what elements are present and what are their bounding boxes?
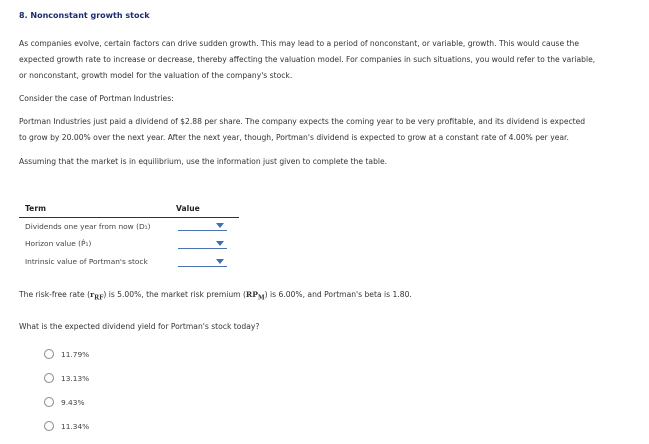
risk-info-text: The risk-free rate $(r_{RF})$ is 5.00%, the market risk premium $(RP_M)$ is 6.00%, and Portman's beta is 1.80. — [19, 290, 412, 302]
case-paragraph — [19, 114, 634, 146]
radio-circle-icon[interactable] — [44, 349, 54, 359]
intro-line: or nonconstant, growth model for the valuation of the company's stock. — [19, 71, 293, 80]
dividend-d1-dropdown[interactable] — [178, 220, 227, 231]
intro-line: As companies evolve, certain factors can drive sudden growth. This may lead to a period of nonconstant, or variable, growth. This would cause the — [19, 39, 580, 48]
intro-paragraph — [19, 36, 634, 84]
radio-circle-icon[interactable] — [44, 421, 54, 431]
question-text: What is the expected dividend yield for Portman's stock today? — [19, 322, 260, 331]
intro-line: expected growth rate to increase or decrease, thereby affecting the valuation model. For companies in such situations, you would refer to the variable, — [19, 55, 596, 64]
case-line: to grow by 20.00% over the next year. After the next year, though, Portman's dividend is expected to grow at a constant rate of 4.00% per year. — [19, 133, 569, 142]
radio-circle-icon[interactable] — [44, 373, 54, 383]
answer-option[interactable] — [44, 397, 84, 407]
consider-text: Consider the case of Portman Industries: — [19, 94, 174, 103]
triangle-down-icon — [216, 259, 224, 264]
table-row-label-intrinsic: Intrinsic value of Portman's stock — [25, 257, 148, 266]
table-row-label-d1: Dividends one year from now (D₁) — [25, 222, 151, 231]
question-title: 8. Nonconstant growth stock — [19, 11, 150, 20]
answer-option[interactable] — [44, 421, 89, 431]
table-header-divider — [19, 217, 239, 218]
triangle-down-icon — [216, 241, 224, 246]
answer-option-label: 9.43% — [61, 397, 85, 407]
answer-option-label: 13.13% — [61, 373, 90, 383]
intrinsic-value-dropdown[interactable] — [178, 256, 227, 267]
table-header-term: Term — [25, 204, 46, 213]
radio-circle-icon[interactable] — [44, 397, 54, 407]
table-header-value: Value — [176, 204, 200, 213]
horizon-value-dropdown[interactable] — [178, 238, 227, 249]
answer-option[interactable] — [44, 373, 89, 383]
answer-option-label: 11.34% — [61, 421, 90, 431]
table-row-label-horizon: Horizon value (P̂₁) — [25, 239, 92, 248]
triangle-down-icon — [216, 223, 224, 228]
assume-text: Assuming that the market is in equilibrium, use the information just given to complete the table. — [19, 157, 388, 166]
answer-option-label: 11.79% — [61, 349, 90, 359]
answer-option[interactable] — [44, 349, 89, 359]
case-line: Portman Industries just paid a dividend of $2.88 per share. The company expects the coming year to be very profitable, and its dividend is expected — [19, 117, 586, 126]
